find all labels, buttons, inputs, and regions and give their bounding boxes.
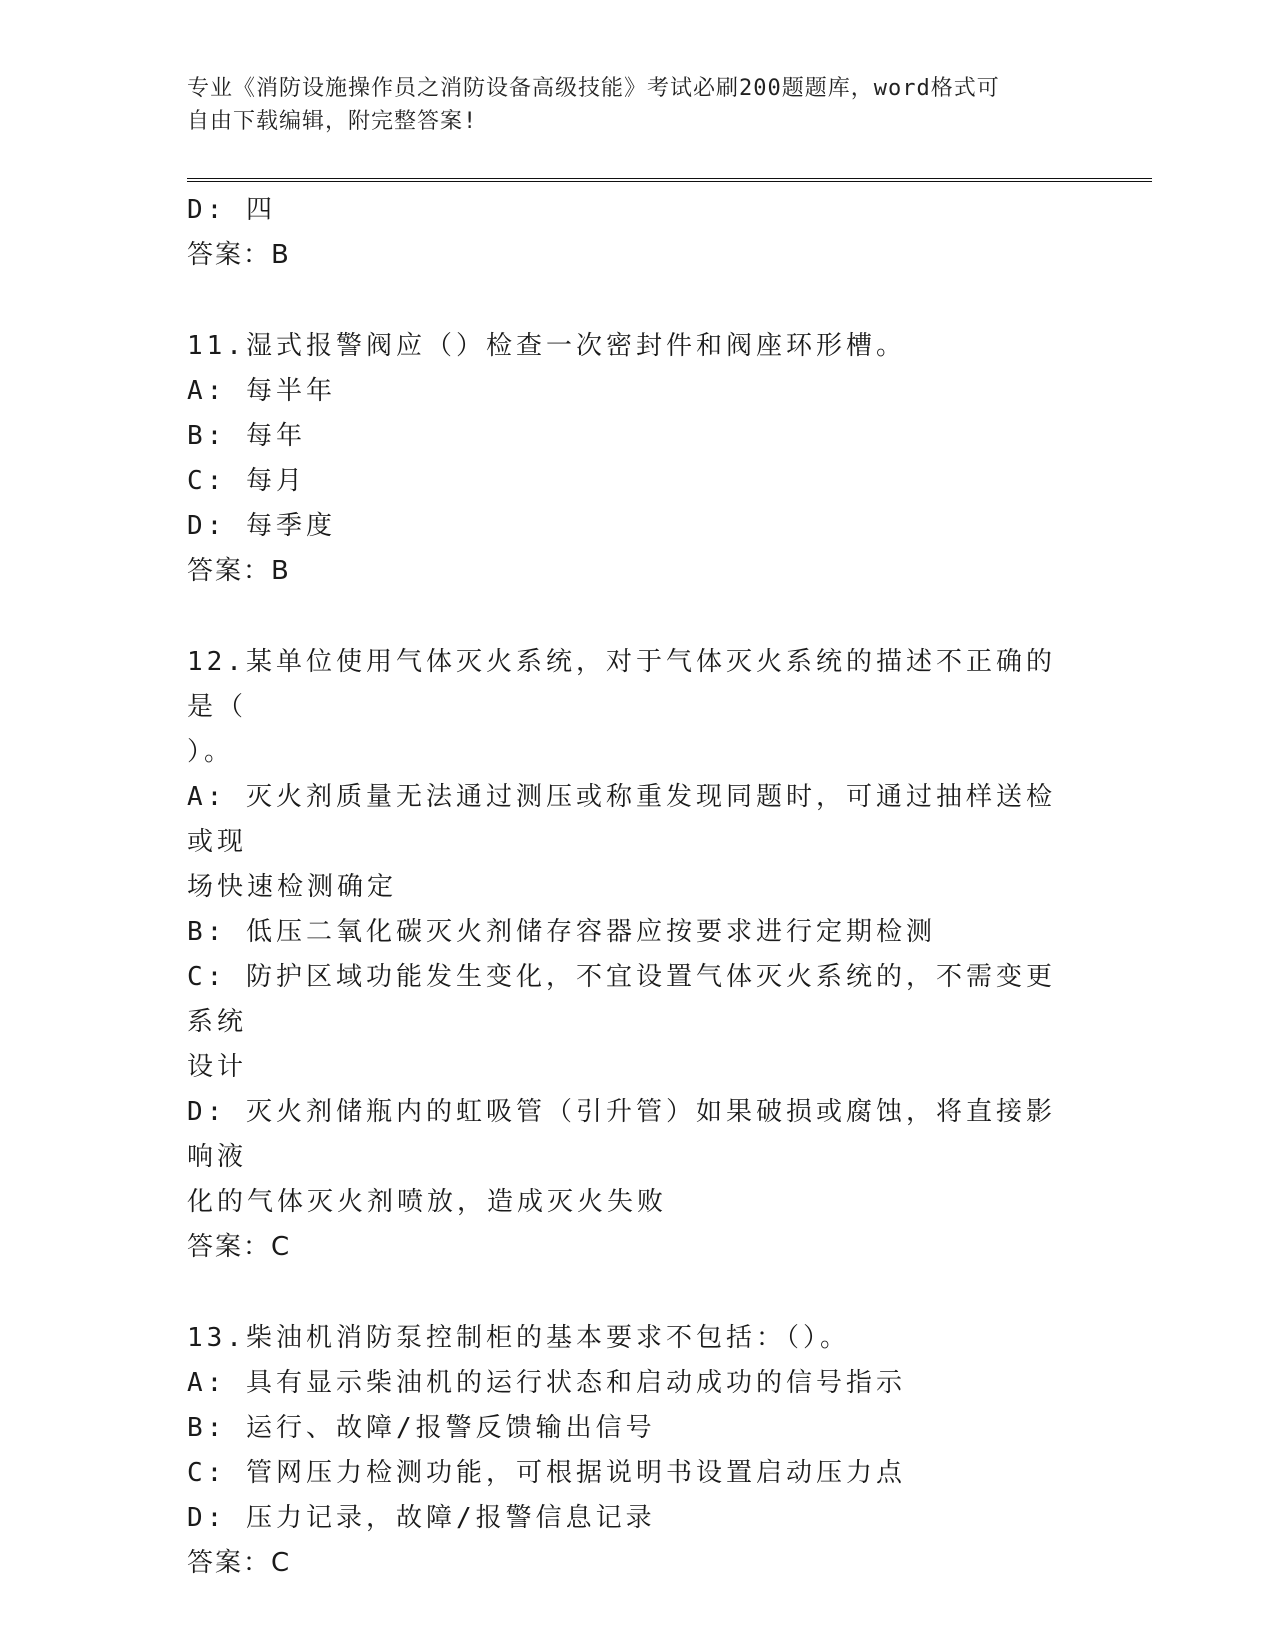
header-divider: [187, 178, 1152, 182]
option-d: D: 四: [187, 195, 276, 225]
previous-question-tail: [187, 188, 1077, 278]
question-stem-continued: ）。: [187, 737, 235, 767]
option-b: B: 每年: [187, 421, 306, 451]
answer-line: 答案：B: [187, 556, 291, 586]
header-line-1: 专业《消防设施操作员之消防设备高级技能》考试必刷200题题库，word格式可: [187, 76, 1000, 101]
option-d-continued: 化的气体灭火剂喷放，造成灭火失败: [187, 1187, 668, 1217]
option-b: B: 低压二氧化碳灭火剂储存容器应按要求进行定期检测: [187, 917, 936, 947]
option-a: A: 每半年: [187, 376, 336, 406]
option-a: A: 具有显示柴油机的运行状态和启动成功的信号指示: [187, 1368, 906, 1398]
option-a-continued: 场快速检测确定: [187, 872, 398, 902]
option-c-continued: 设计: [187, 1052, 248, 1082]
question-12: [187, 640, 1077, 1270]
question-11: [187, 324, 1077, 594]
option-c: C: 防护区域功能发生变化，不宜设置气体灭火系统的，不需变更系统: [187, 962, 1056, 1037]
answer-line: 答案：B: [187, 240, 291, 270]
question-stem: 11.湿式报警阀应（）检查一次密封件和阀座环形槽。: [187, 331, 906, 361]
option-d: D: 压力记录，故障/报警信息记录: [187, 1503, 656, 1533]
option-a: A: 灭火剂质量无法通过测压或称重发现同题时，可通过抽样送检或现: [187, 782, 1056, 857]
question-stem: 12.某单位使用气体灭火系统，对于气体灭火系统的描述不正确的是（: [187, 647, 1056, 722]
answer-line: 答案：C: [187, 1232, 292, 1262]
option-c: C: 每月: [187, 466, 306, 496]
page-header: [187, 72, 1067, 138]
question-13: [187, 1316, 1077, 1586]
header-line-2: 自由下载编辑，附完整答案!: [187, 109, 478, 134]
question-stem: 13.柴油机消防泵控制柜的基本要求不包括：（）。: [187, 1323, 850, 1353]
document-body: [187, 188, 1077, 1586]
option-d: D: 每季度: [187, 511, 336, 541]
option-b: B: 运行、故障/报警反馈输出信号: [187, 1413, 656, 1443]
option-d: D: 灭火剂储瓶内的虹吸管（引升管）如果破损或腐蚀，将直接影响液: [187, 1097, 1056, 1172]
option-c: C: 管网压力检测功能，可根据说明书设置启动压力点: [187, 1458, 906, 1488]
answer-line: 答案：C: [187, 1548, 292, 1578]
